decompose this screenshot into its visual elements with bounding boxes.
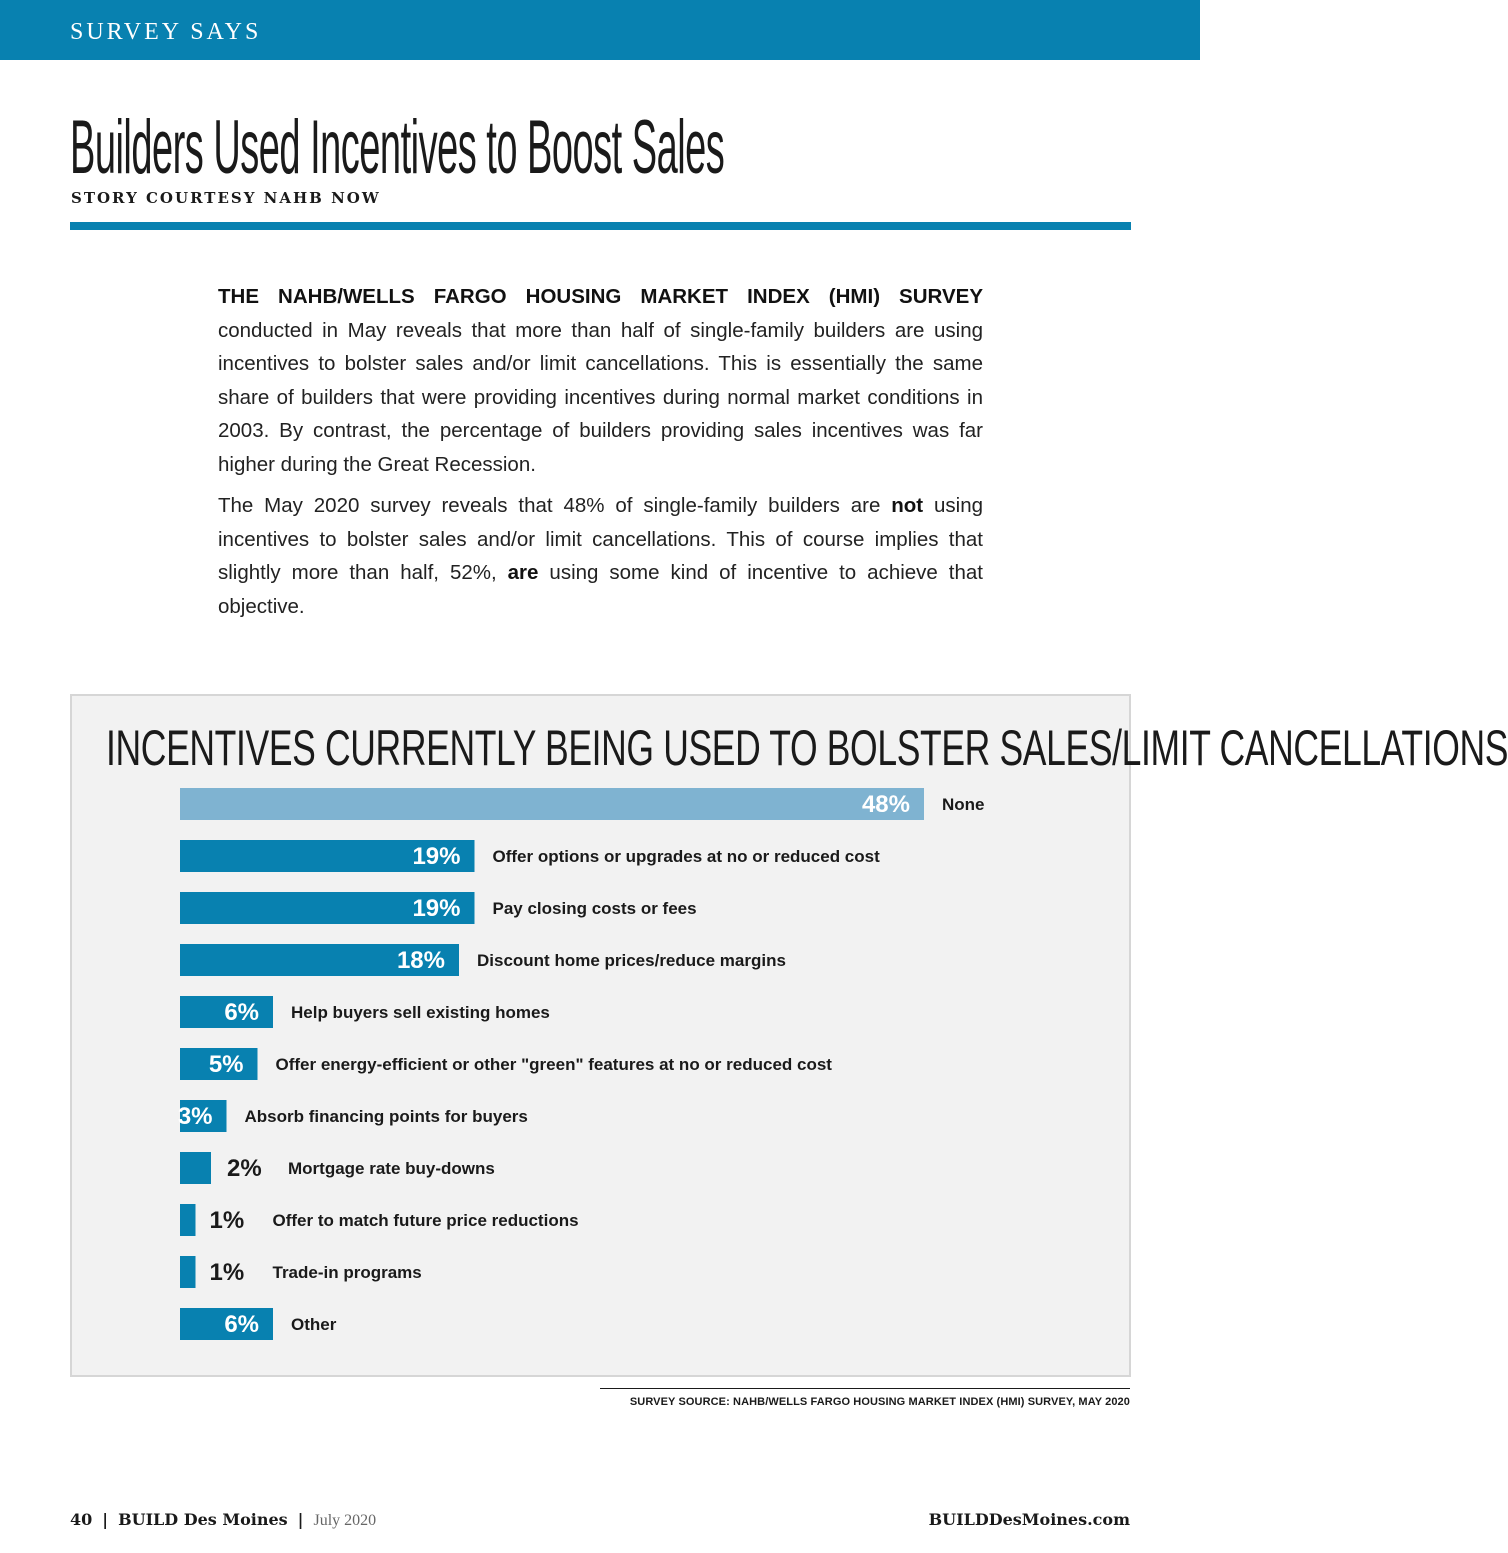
article-paragraph-1: [218, 280, 983, 481]
bar: [180, 1204, 196, 1236]
title-divider: [70, 222, 1131, 230]
bar-value-label: 48%: [861, 791, 910, 818]
bar-category-label: Help buyers sell existing homes: [291, 1003, 550, 1022]
chart-title: INCENTIVES CURRENTLY BEING USED TO BOLSTER SALES/LIMIT CANCELLATIONS: [106, 720, 1508, 776]
website-link[interactable]: BUILDDesMoines.com: [928, 1510, 1130, 1529]
article-body: [218, 280, 983, 631]
source-note: SURVEY SOURCE: NAHB/WELLS FARGO HOUSING MARKET INDEX (HMI) SURVEY, MAY 2020: [629, 1396, 1130, 1408]
bar-category-label: Discount home prices/reduce margins: [477, 951, 786, 970]
article-paragraph-2: [218, 489, 983, 623]
emphasis-text: not: [891, 494, 924, 517]
page-number: 40: [70, 1510, 93, 1529]
bar-value-label: 1%: [209, 1207, 245, 1234]
section-header-bar: [0, 0, 1200, 60]
paragraph-text: using incentives to bolster sales and/or limit cancellations. This of course implies that slightly more than half, 52%,: [218, 494, 983, 584]
bar-value-label: 1%: [209, 1259, 245, 1286]
bar: [180, 1256, 196, 1288]
bar-value-label: 18%: [396, 947, 445, 974]
bar-value-label: 5%: [208, 1051, 244, 1078]
byline: STORY COURTESY NAHB NOW: [71, 189, 381, 207]
bar: [180, 1152, 211, 1184]
publication-name: BUILD Des Moines: [118, 1510, 288, 1529]
bar-category-label: Mortgage rate buy-downs: [288, 1159, 495, 1178]
footer-separator: |: [297, 1510, 304, 1529]
chart-panel: [70, 694, 1508, 1377]
bar-category-label: None: [942, 795, 985, 814]
bar: [180, 788, 924, 820]
bar-value-label: 2%: [227, 1155, 262, 1182]
issue-date: July 2020: [313, 1512, 377, 1529]
bar-category-label: Other: [291, 1315, 337, 1334]
bar-category-label: Pay closing costs or fees: [492, 899, 697, 918]
bar-chart: [72, 696, 1508, 1379]
footer-separator: |: [102, 1510, 109, 1529]
bar-category-label: Trade-in programs: [272, 1263, 422, 1282]
page-title: Builders Used Incentives to Boost Sales: [70, 105, 725, 190]
bar-value-label: 19%: [412, 895, 461, 922]
footer: [70, 1510, 376, 1530]
bar-value-label: 6%: [224, 999, 259, 1026]
bar-category-label: Offer energy-efficient or other "green" features at no or reduced cost: [275, 1055, 832, 1074]
paragraph-text: using some kind of incentive to achieve that objective.: [218, 561, 983, 618]
lead-in: THE NAHB/WELLS FARGO HOUSING MARKET INDEX (HMI) SURVEY: [218, 285, 983, 308]
bar-value-label: 6%: [224, 1311, 259, 1338]
bar-category-label: Offer options or upgrades at no or reduced cost: [492, 847, 880, 866]
source-divider: [600, 1388, 1130, 1389]
paragraph-text: The May 2020 survey reveals that 48% of single-family builders are: [218, 494, 892, 517]
section-label: SURVEY SAYS: [70, 19, 262, 45]
paragraph-text: conducted in May reveals that more than half of single-family builders are using incentives to bolster sales and/or limit cancellations. This is essentially the same share of builders that were providing incentives during normal market conditions in 2003. By contrast, the percentage of builders providing sales incentives was far higher during the Great Recession.: [218, 318, 983, 476]
bar-value-label: 3%: [177, 1103, 213, 1130]
bar-category-label: Absorb financing points for buyers: [244, 1107, 528, 1126]
emphasis-text: are: [507, 561, 539, 584]
bar-value-label: 19%: [412, 843, 461, 870]
bar-category-label: Offer to match future price reductions: [272, 1211, 579, 1230]
